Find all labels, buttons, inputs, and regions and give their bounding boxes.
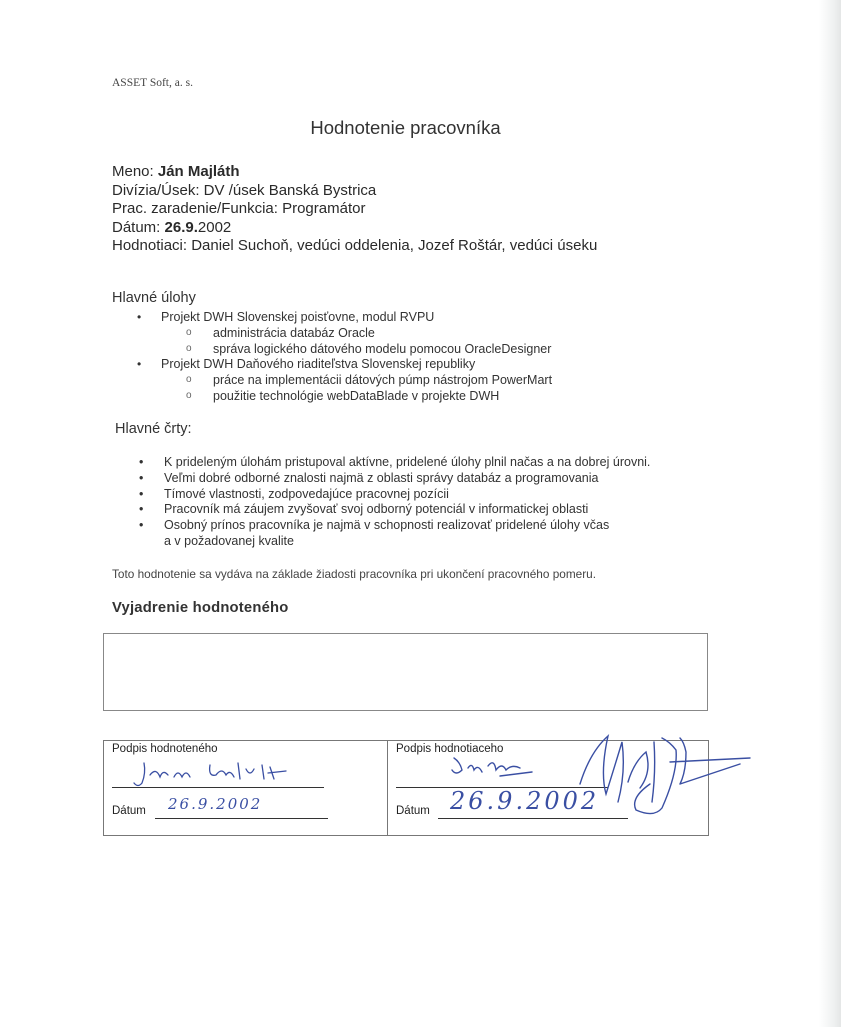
issuance-note: Toto hodnotenie sa vydáva na základe žiadosti pracovníka pri ukončení pracovného pomeru. [112, 567, 596, 581]
traits-list [139, 455, 724, 550]
project-item: • Projekt DWH Daňového riaditeľstva Slovenskej republiky [137, 357, 552, 373]
trait-item: • K prideleným úlohám pristupoval aktívne, pridelené úlohy plnil načas a na dobrej úrovni. [139, 455, 724, 471]
name-label: Meno: [112, 163, 154, 180]
date-label: Dátum: [112, 218, 161, 236]
employee-signature-label: Podpis hodnoteného [112, 743, 218, 755]
employee-handwritten-date: 26.9.2002 [168, 795, 263, 813]
project-subitem: o použitie technológie webDataBlade v projekte DWH [137, 389, 552, 405]
project-item: • Projekt DWH Slovenskej poisťovne, modul RVPU [137, 310, 552, 326]
employee-signature-image [130, 755, 310, 791]
project-subitem: o správa logického dátového modelu pomocou OracleDesigner [137, 342, 552, 358]
evaluator-signature-image [440, 722, 760, 822]
date-row [112, 219, 597, 238]
document-title: Hodnotenie pracovníka [310, 117, 501, 138]
statement-heading: Vyjadrenie hodnoteného [112, 600, 289, 616]
trait-continuation: a v požadovanej kvalite [164, 533, 294, 548]
statement-box[interactable] [103, 633, 708, 711]
date-value-year: 2002 [197, 218, 232, 236]
tasks-heading: Hlavné úlohy [112, 290, 196, 306]
trait-text: Osobný prínos pracovníka je najmä v schopnosti realizovať pridelené úlohy včas [164, 518, 610, 533]
project-subitem: o práce na implementácii dátových púmp nástrojom PowerMart [137, 373, 552, 389]
evaluator-date-label: Dátum [396, 805, 430, 817]
page-edge-shadow [819, 0, 841, 1027]
date-value-bold: 26.9. [164, 218, 198, 236]
evaluator-handwritten-date: 26.9.2002 [450, 787, 600, 815]
evaluator-signature-label: Podpis hodnotiaceho [396, 743, 504, 755]
employee-date-label: Dátum [112, 805, 146, 817]
trait-item: • Veľmi dobré odborné znalosti najmä z oblasti správy databáz a programovania [139, 471, 724, 487]
name-row [112, 163, 597, 182]
employee-date-line [155, 818, 328, 819]
trait-item: • Tímové vlastnosti, zodpovedajúce pracovnej pozícii [139, 487, 724, 503]
evaluators-row: Hodnotiaci: Daniel Suchoň, vedúci oddelenia, Jozef Roštár, vedúci úseku [112, 237, 598, 255]
trait-item [139, 518, 724, 550]
traits-heading: Hlavné črty: [115, 421, 192, 437]
tasks-list [137, 310, 552, 405]
project-subitem: o administrácia databáz Oracle [137, 326, 552, 342]
division-row: Divízia/Úsek: DV /úsek Banská Bystrica [112, 181, 377, 199]
company-name: ASSET Soft, a. s. [112, 77, 193, 89]
employee-info [112, 163, 597, 256]
trait-item: • Pracovník má záujem zvyšovať svoj odborný potenciál v informatickej oblasti [139, 502, 724, 518]
position-row: Prac. zaradenie/Funkcia: Programátor [112, 200, 366, 218]
name-value: Ján Majláth [157, 163, 240, 180]
signature-divider [387, 740, 388, 836]
